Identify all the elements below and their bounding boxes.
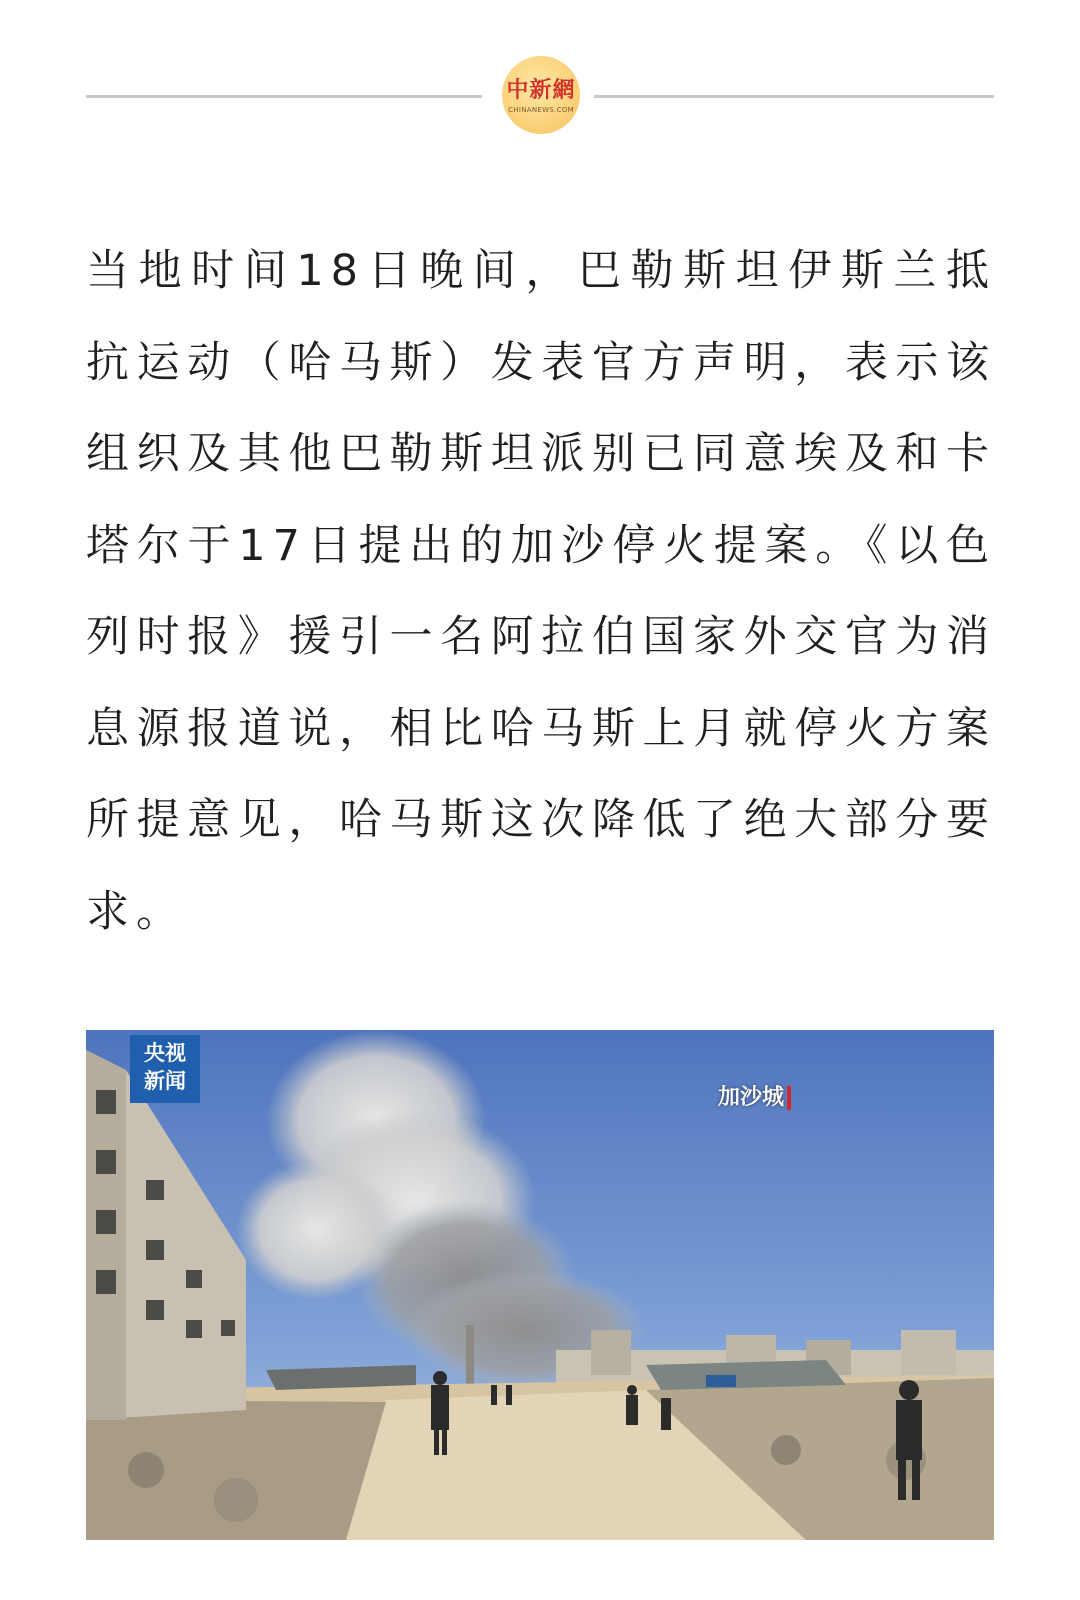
chinanews-logo — [502, 56, 580, 134]
location-caption — [718, 1080, 791, 1111]
gaza-street-scene — [86, 1030, 994, 1540]
watermark-line-2: 新闻 — [144, 1069, 186, 1093]
cctv-news-watermark — [130, 1035, 200, 1103]
article-body: 当地时间18日晚间，巴勒斯坦伊斯兰抵抗运动（哈马斯）发表官方声明，表示该组织及其他巴勒斯坦派别已同意埃及和卡塔尔于17日提出的加沙停火提案。《以色列时报》援引一名阿拉伯国家外交官为消息源报道说，相比哈马斯上月就停火方案所提意见，哈马斯这次降低了绝大部分要求。 — [86, 246, 996, 937]
watermark-line-1: 央视 — [144, 1041, 186, 1065]
divider-left — [86, 95, 482, 98]
article-header — [86, 50, 994, 140]
logo-chinese-text: 中新網 — [506, 77, 576, 103]
logo-english-text: CHINANEWS.COM — [508, 106, 574, 114]
news-photo[interactable] — [86, 1030, 994, 1540]
location-caption-text: 加沙城 — [718, 1085, 785, 1110]
divider-right — [594, 95, 994, 98]
caption-accent-bar — [787, 1086, 791, 1110]
